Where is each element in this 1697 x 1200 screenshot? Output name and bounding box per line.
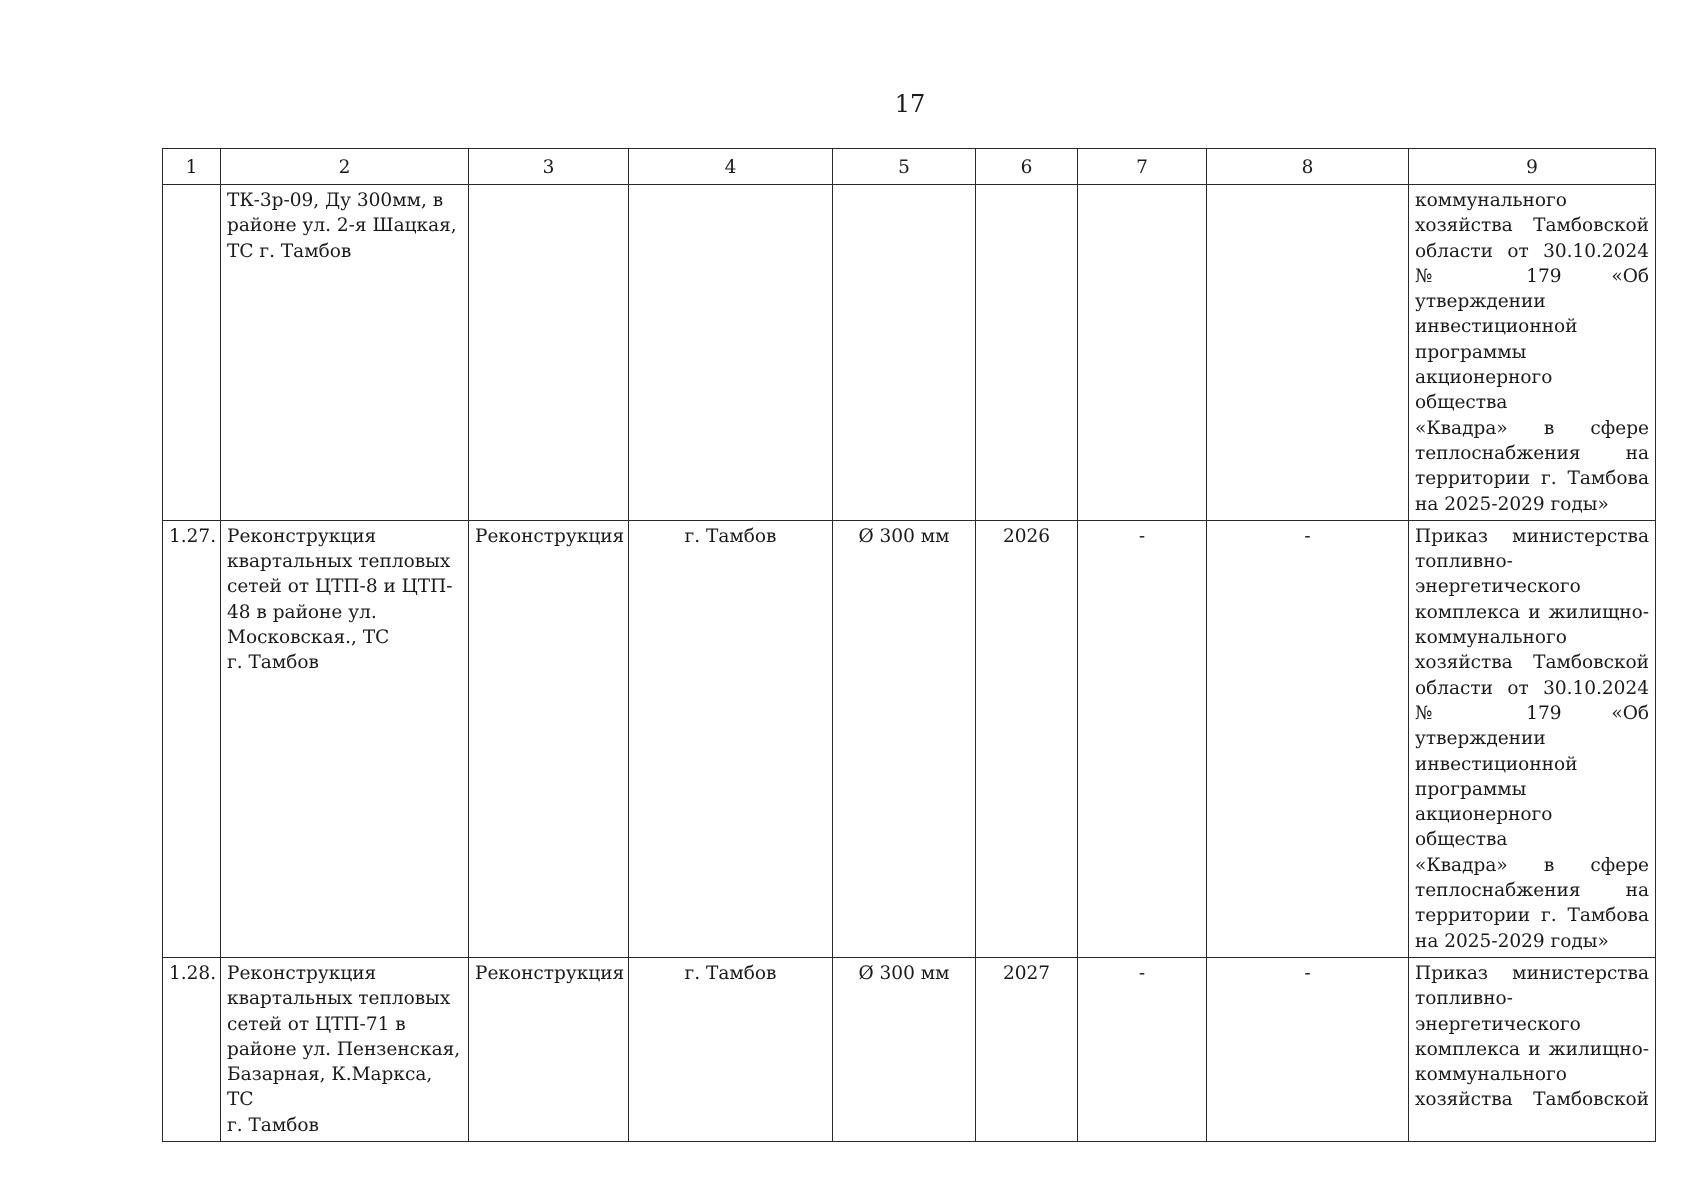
legal-basis-line: Приказ министерства [1415,962,1649,984]
object-name-line: сетей от ЦТП-8 и ЦТП- [227,576,453,598]
legal-basis-line: № 179 «Об [1415,265,1649,287]
column-header: 1 [163,149,221,185]
legal-basis-line: коммунального [1415,190,1567,211]
object-name-line: районе ул. Пензенская, [227,1038,461,1060]
diameter-cell: Ø 300 мм [833,520,976,957]
column-8-cell: - [1207,957,1409,1141]
legal-basis-line: области от 30.10.2024 [1415,677,1649,699]
legal-basis-line: на 2025-2029 годы» [1415,493,1609,515]
legal-basis-cell [1409,520,1656,957]
object-name-line: Реконструкция [227,525,377,547]
work-type-cell: Реконструкция [469,957,629,1141]
legal-basis-line: коммунального [1415,627,1567,649]
column-header: 6 [976,149,1078,185]
legal-basis-line: топливно- [1415,551,1513,573]
legal-basis-cell [1409,185,1656,521]
legal-basis-cell [1409,957,1656,1141]
object-name-line: квартальных тепловых [227,988,451,1010]
year-cell: 2026 [976,520,1078,957]
header-row [163,149,1656,185]
legal-basis-line: теплоснабжения на [1415,442,1649,464]
legal-basis-line: утверждении [1415,728,1546,750]
column-header: 2 [221,149,469,185]
column-header: 3 [469,149,629,185]
object-name-cell [221,957,469,1141]
object-name-line: квартальных тепловых [227,551,451,573]
object-name-line: сетей от ЦТП-71 в [227,1013,406,1035]
legal-basis-line: комплекса и жилищно- [1415,1038,1649,1060]
object-name-line: г. Тамбов [227,652,319,674]
legal-basis-line: № 179 «Об [1415,702,1649,724]
location-cell [629,185,833,521]
column-8-cell [1207,185,1409,521]
legal-basis-line: хозяйства Тамбовской [1415,652,1649,674]
table-row [163,957,1656,1141]
object-name-cell [221,185,469,521]
row-number-cell: 1.27. [163,520,221,957]
location-cell: г. Тамбов [629,520,833,957]
legal-basis-line: топливно- [1415,988,1513,1010]
work-type-cell [469,185,629,521]
object-name-line: районе ул. 2-я Шацкая, [227,215,457,237]
column-7-cell: - [1078,957,1207,1141]
legal-basis-line: хозяйства Тамбовской [1415,1089,1649,1111]
object-name-cell [221,520,469,957]
legal-basis-line: инвестиционной [1415,316,1578,338]
object-name-line: ТК-3р-09, Ду 300мм, в [227,190,444,211]
legal-basis-line: инвестиционной [1415,753,1578,775]
object-name-line: 48 в районе ул. [227,601,377,623]
column-8-cell: - [1207,520,1409,957]
legal-basis-line: теплоснабжения на [1415,880,1649,902]
legal-basis-line: на 2025-2029 годы» [1415,930,1609,952]
location-cell: г. Тамбов [629,957,833,1141]
legal-basis-line: «Квадра» в сфере [1415,417,1649,439]
column-header: 5 [833,149,976,185]
row-number-cell: 1.28. [163,957,221,1141]
column-header: 4 [629,149,833,185]
work-type-cell: Реконструкция [469,520,629,957]
object-name-line: г. Тамбов [227,1114,319,1136]
investment-program-table [162,148,1656,1142]
legal-basis-line: территории г. Тамбова [1415,468,1649,490]
page-number: 17 [894,90,926,118]
year-cell [976,185,1078,521]
legal-basis-line: Приказ министерства [1415,525,1649,547]
legal-basis-line: «Квадра» в сфере [1415,854,1649,876]
legal-basis-line: энергетического [1415,576,1581,598]
legal-basis-line: утверждении [1415,291,1546,313]
column-header: 8 [1207,149,1409,185]
table-row [163,185,1656,521]
object-name-line: Базарная, К.Маркса, ТС [227,1064,433,1111]
legal-basis-line: территории г. Тамбова [1415,905,1649,927]
year-cell: 2027 [976,957,1078,1141]
object-name-line: Московская., ТС [227,627,390,649]
legal-basis-line: акционерного общества [1415,804,1553,851]
column-header: 7 [1078,149,1207,185]
legal-basis-line: комплекса и жилищно- [1415,601,1649,623]
diameter-cell: Ø 300 мм [833,957,976,1141]
object-name-line: ТС г. Тамбов [227,240,352,262]
table-body [163,185,1656,1142]
legal-basis-line: акционерного общества [1415,367,1553,414]
legal-basis-line: области от 30.10.2024 [1415,240,1649,262]
legal-basis-line: энергетического [1415,1013,1581,1035]
legal-basis-line: коммунального [1415,1064,1567,1086]
column-7-cell [1078,185,1207,521]
legal-basis-line: программы [1415,341,1527,363]
table-row [163,520,1656,957]
legal-basis-line: программы [1415,778,1527,800]
column-header: 9 [1409,149,1656,185]
legal-basis-line: хозяйства Тамбовской [1415,215,1649,237]
diameter-cell [833,185,976,521]
object-name-line: Реконструкция [227,962,377,984]
row-number-cell [163,185,221,521]
column-7-cell: - [1078,520,1207,957]
